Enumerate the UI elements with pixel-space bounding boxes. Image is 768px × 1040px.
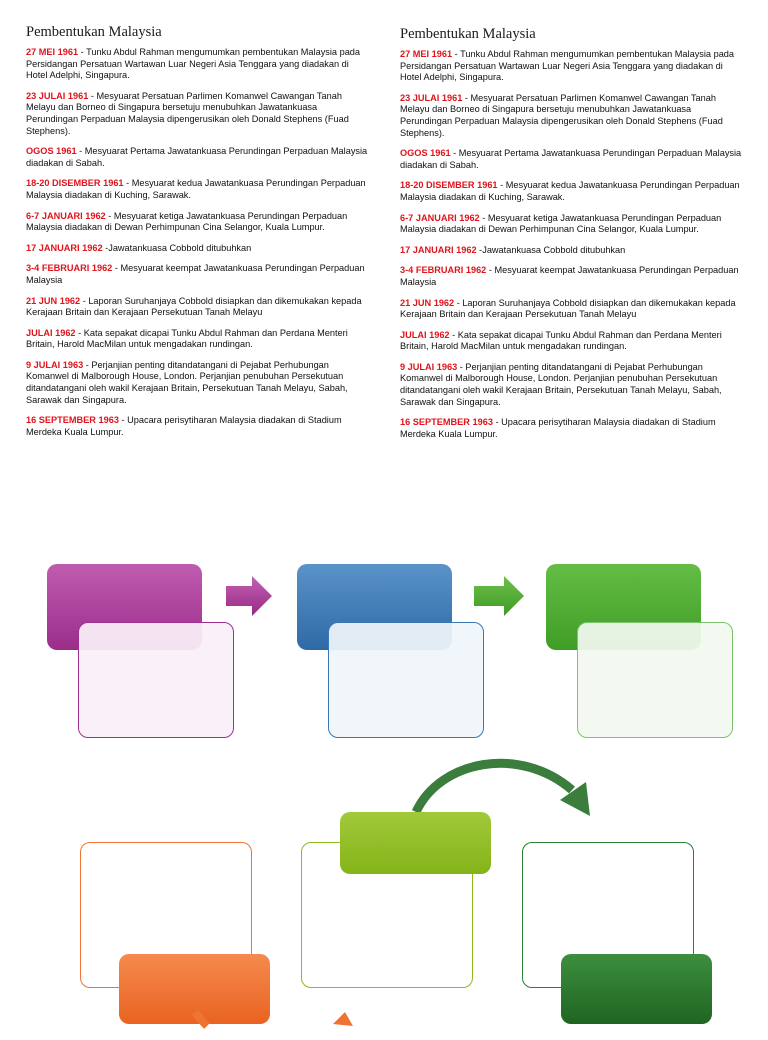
entry-text: - Mesyuarat Pertama Jawatankuasa Perundingan Perpaduan Malaysia diadakan di Sabah. [26,146,368,168]
timeline-entry [400,180,745,203]
timeline-entry [400,417,745,440]
entry-date: OGOS 1961 [400,148,451,159]
darkgreen-header-box [561,954,712,1024]
timeline-entry [26,178,371,201]
timeline-entry [26,263,371,286]
green-arrow-icon [474,576,524,616]
entry-text: - Mesyuarat ketiga Jawatankuasa Perundingan Perpaduan Malaysia diadakan di Dewan Perhimpunan Cina Selangor, Kuala Lumpur. [26,210,348,233]
entry-text: - Mesyuarat kedua Jawatankuasa Perundingan Perpaduan Malaysia diadakan di Kuching, Sarawak. [400,180,740,202]
green-content-box [577,622,733,738]
right-column [400,26,745,449]
entry-date: JULAI 1962 [400,329,450,340]
left-column-title: Pembentukan Malaysia [26,24,162,40]
entry-text: - Upacara perisytiharan Malaysia diadakan di Stadium Merdeka Kuala Lumpur. [400,417,716,439]
entry-text: - Perjanjian penting ditandatangani di Pejabat Perhubungan Komanwel di Malborough House, London. Perjanjian penubuhan Persekutuan ditandatangani oleh wakil Kerajaan Britain, Persekutuan Tanah Melayu, Sabah, Sarawak dan Singapura. [26,359,348,405]
entry-text: - Kata sepakat dicapai Tunku Abdul Rahman dan Perdana Menteri Britain, Harold MacMilan untuk mengadakan rundingan. [26,327,348,350]
entry-date: JULAI 1962 [26,327,76,338]
entry-text: - Tunku Abdul Rahman mengumumkan pembentukan Malaysia pada Persidangan Persatuan Wartawan Luar Negeri Asia Tenggara yang diadakan di Hotel Adelphi, Singapura. [26,47,361,81]
timeline-entry [400,148,745,171]
timeline-entry [400,245,745,257]
timeline-entry [400,49,745,84]
timeline-entry [400,362,745,408]
entry-date: 27 MEI 1961 [26,47,79,57]
entry-date: 18-20 DISEMBER 1961 [400,180,498,191]
entry-text: - Mesyuarat keempat Jawatankuasa Perundingan Perpaduan Malaysia [26,263,365,285]
entry-text: - Laporan Suruhanjaya Cobbold disiapkan dan dikemukakan kepada Kerajaan Britain dan Kerajaan Persekutuan Tanah Melayu [26,295,362,318]
right-column-title: Pembentukan Malaysia [400,26,536,42]
entry-date: 16 SEPTEMBER 1963 [400,417,493,428]
timeline-entry [26,91,371,137]
timeline-entry [26,415,371,438]
purple-content-box [78,622,234,738]
entry-text: - Kata sepakat dicapai Tunku Abdul Rahman dan Perdana Menteri Britain, Harold MacMilan untuk mengadakan rundingan. [400,329,722,352]
purple-arrow-icon [226,576,272,616]
entry-date: 9 JULAI 1963 [400,361,458,372]
entry-date: 21 JUN 1962 [400,297,455,308]
entry-date: 9 JULAI 1963 [26,359,84,370]
entry-text: - Mesyuarat kedua Jawatankuasa Perundingan Perpaduan Malaysia diadakan di Kuching, Sarawak. [26,178,366,200]
left-entries [26,47,371,438]
entry-date: 3-4 FEBRUARI 1962 [26,263,113,274]
left-column [26,24,371,447]
entry-text: - Mesyuarat Persatuan Parlimen Komanwel Cawangan Tanah Melayu dan Borneo di Singapura bersetuju menubuhkan Jawatankuasa Perundingan Perpaduan Malaysia dipengerusikan oleh Donald Stephens (Fuad Stephens). [26,90,349,136]
entry-text: - Upacara perisytiharan Malaysia diadakan di Stadium Merdeka Kuala Lumpur. [26,415,342,437]
timeline-entry [26,296,371,319]
entry-date: 27 MEI 1961 [400,49,453,59]
entry-date: OGOS 1961 [26,146,77,157]
entry-date: 17 JANUARI 1962 [26,242,103,253]
entry-text: - Mesyuarat ketiga Jawatankuasa Perundingan Perpaduan Malaysia diadakan di Dewan Perhimpunan Cina Selangor, Kuala Lumpur. [400,212,722,235]
entry-text: -Jawatankuasa Cobbold ditubuhkan [476,244,626,255]
timeline-entry [400,213,745,236]
timeline-entry [26,243,371,255]
entry-date: 18-20 DISEMBER 1961 [26,178,124,189]
entry-date: 21 JUN 1962 [26,295,81,306]
timeline-entry [26,146,371,169]
right-entries [400,49,745,440]
entry-date: 6-7 JANUARI 1962 [400,212,480,223]
timeline-entry [400,298,745,321]
entry-date: 23 JULAI 1961 [400,92,463,103]
entry-date: 6-7 JANUARI 1962 [26,210,106,221]
flow-diagram [0,540,768,1024]
timeline-entry [26,360,371,406]
timeline-entry [400,330,745,353]
entry-text: - Mesyuarat Pertama Jawatankuasa Perundingan Perpaduan Malaysia diadakan di Sabah. [400,148,742,170]
entry-date: 23 JULAI 1961 [26,90,89,101]
timeline-entry [26,47,371,82]
bottom-curved-arrow-icon [185,1010,365,1040]
entry-text: - Perjanjian penting ditandatangani di Pejabat Perhubungan Komanwel di Malborough House, London. Perjanjian penubuhan Persekutuan ditandatangani oleh wakil Kerajaan Britain, Persekutuan Tanah Melayu, Sabah, Sarawak dan Singapura. [400,361,722,407]
blue-content-box [328,622,484,738]
lime-header-box [340,812,491,874]
entry-text: - Mesyuarat keempat Jawatankuasa Perundingan Perpaduan Malaysia [400,265,739,287]
entry-text: - Tunku Abdul Rahman mengumumkan pembentukan Malaysia pada Persidangan Persatuan Wartawan Luar Negeri Asia Tenggara yang diadakan di Hotel Adelphi, Singapura. [400,49,735,83]
timeline-entry [26,328,371,351]
entry-date: 17 JANUARI 1962 [400,244,477,255]
entry-text: - Laporan Suruhanjaya Cobbold disiapkan dan dikemukakan kepada Kerajaan Britain dan Kerajaan Persekutuan Tanah Melayu [400,297,736,320]
timeline-entry [400,265,745,288]
timeline-entry [400,93,745,139]
entry-date: 3-4 FEBRUARI 1962 [400,265,487,276]
entry-date: 16 SEPTEMBER 1963 [26,415,119,426]
timeline-entry [26,211,371,234]
entry-text: -Jawatankuasa Cobbold ditubuhkan [102,242,252,253]
entry-text: - Mesyuarat Persatuan Parlimen Komanwel Cawangan Tanah Melayu dan Borneo di Singapura bersetuju menubuhkan Jawatankuasa Perundingan Perpaduan Malaysia dipengerusikan oleh Donald Stephens (Fuad Stephens). [400,92,723,138]
